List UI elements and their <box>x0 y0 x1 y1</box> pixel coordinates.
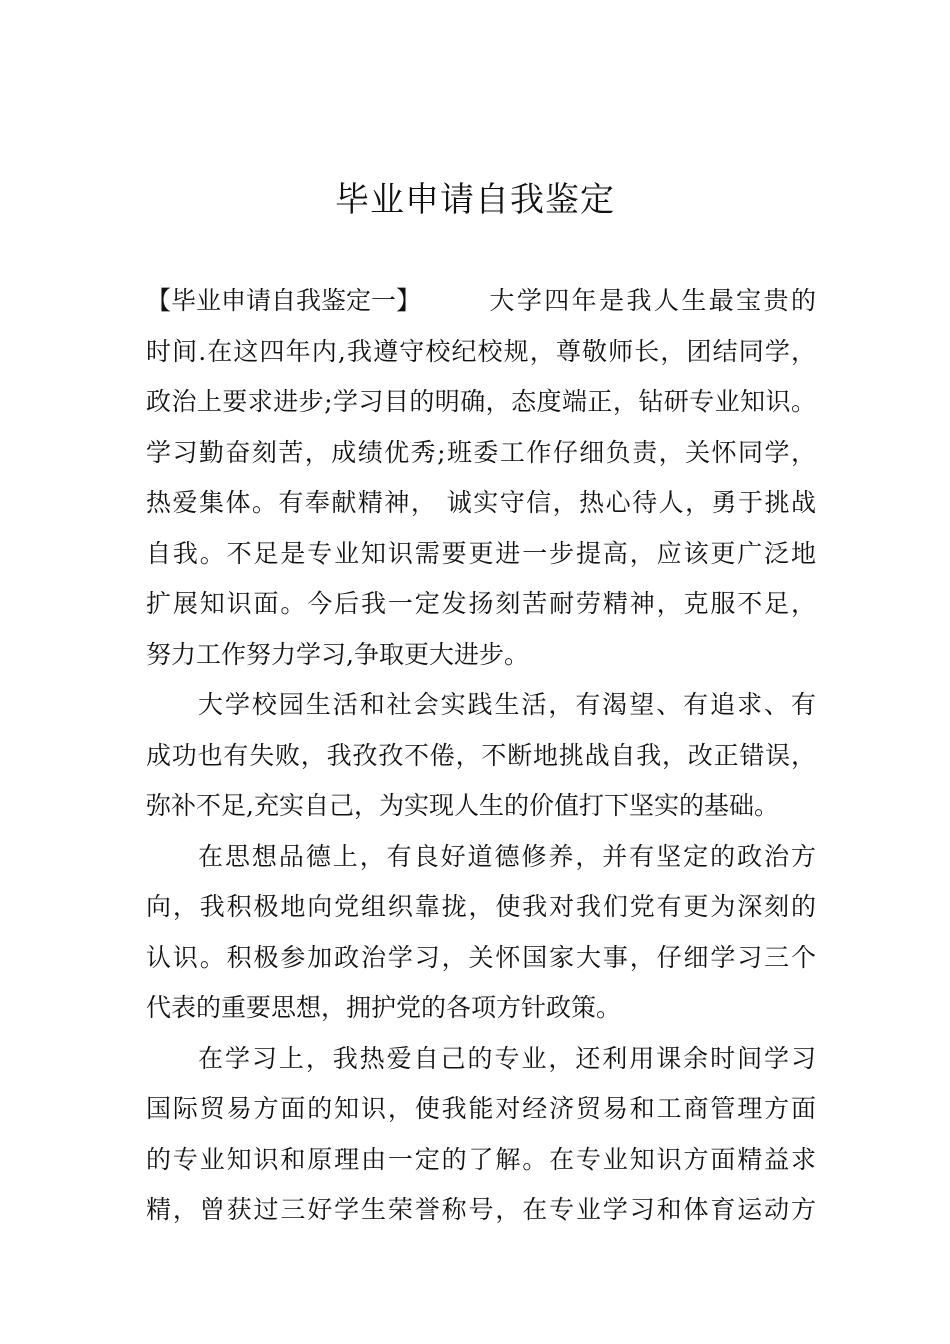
paragraph-text: 的专业知识和原理由一定的了解。在专业知识方面精益求 <box>146 1144 816 1174</box>
document-body <box>146 276 816 1236</box>
paragraph-text: 在学习上，我热爱自己的专业，还利用课余时间学习 <box>198 1043 816 1073</box>
paragraph-text: 向，我积极地向党组织靠拢，使我对我们党有更为深刻的 <box>146 892 816 921</box>
paragraph-line <box>146 529 816 580</box>
paragraph-line <box>146 882 816 933</box>
paragraph-text: 国际贸易方面的知识，使我能对经济贸易和工商管理方面 <box>146 1094 816 1123</box>
paragraph-line <box>146 832 816 883</box>
paragraph-text: 政治上要求进步;学习目的明确，态度端正，钻研专业知识。 <box>146 387 816 416</box>
paragraph-text: 在思想品德上，有良好道德修养，并有坚定的政治方 <box>198 841 816 871</box>
paragraph-text: 精，曾获过三好学生荣誉称号，在专业学习和体育运动方 <box>146 1195 816 1224</box>
paragraph-line <box>146 579 816 630</box>
paragraph-line <box>146 327 816 378</box>
paragraph-line <box>146 1084 816 1135</box>
paragraph-line <box>146 1135 816 1186</box>
paragraph-text: 学习勤奋刻苦，成绩优秀;班委工作仔细负责，关怀同学， <box>146 437 816 467</box>
paragraph-text: 大学校园生活和社会实践生活，有渴望、有追求、有 <box>198 690 816 719</box>
paragraph-text: 扩展知识面。今后我一定发扬刻苦耐劳精神，克服不足， <box>146 589 816 618</box>
paragraph-line <box>146 680 816 731</box>
paragraph-line <box>146 933 816 984</box>
paragraph-line <box>146 731 816 782</box>
paragraph-line <box>146 781 816 832</box>
paragraph-line <box>146 377 816 428</box>
paragraph-line <box>146 276 816 327</box>
paragraph-line <box>146 428 816 479</box>
document-title: 毕业申请自我鉴定 <box>335 180 615 220</box>
paragraph-text: 大学四年是我人生最宝贵的 <box>487 286 816 315</box>
paragraph-text: 弥补不足,充实自己，为实现人生的价值打下坚实的基础。 <box>146 791 779 820</box>
paragraph-line <box>146 1185 816 1236</box>
paragraph-line <box>146 983 816 1034</box>
paragraph-text: 认识。积极参加政治学习，关怀国家大事，仔细学习三个 <box>146 942 816 972</box>
paragraph-text: 时间.在这四年内,我遵守校纪校规，尊敬师长，团结同学， <box>146 336 816 366</box>
paragraph-line <box>146 478 816 529</box>
paragraph-text: 代表的重要思想，拥护党的各项方针政策。 <box>146 993 622 1022</box>
paragraph-text: 努力工作努力学习,争取更大进步。 <box>146 639 529 669</box>
paragraph-line <box>146 630 816 681</box>
paragraph-text: 成功也有失败，我孜孜不倦，不断地挑战自我，改正错误， <box>146 740 816 770</box>
section-heading: 【毕业申请自我鉴定一】 <box>146 286 422 315</box>
paragraph-line <box>146 1034 816 1085</box>
paragraph-text: 自我。不足是专业知识需要更进一步提高，应该更广泛地 <box>146 538 816 568</box>
paragraph-text: 热爱集体。有奉献精神， 诚实守信，热心待人，勇于挑战 <box>146 488 816 517</box>
